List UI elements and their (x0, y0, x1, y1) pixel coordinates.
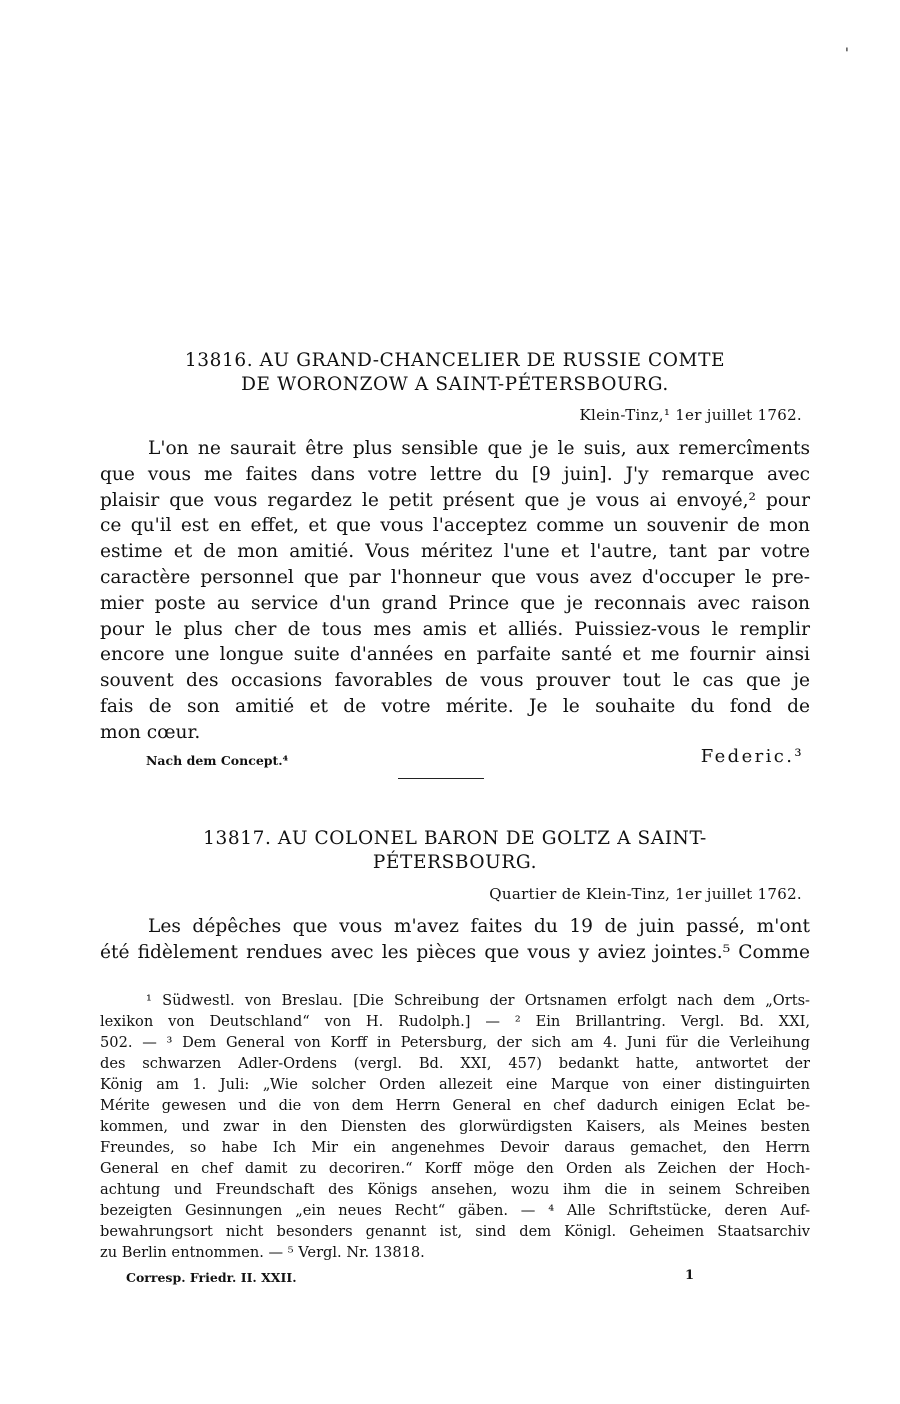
letter1-heading-line1: 13816. AU GRAND-CHANCELIER DE RUSSIE COMTE (184, 350, 726, 371)
letter1-heading (100, 349, 810, 397)
letter2-line: Les dépêches que vous m'avez faites du 19 de juin passé, m'ont (148, 916, 810, 937)
letter1-heading-line2: DE WORONZOW A SAINT-PÉTERSBOURG. (241, 374, 669, 395)
letter1-line: estime et de mon amitié. Vous méritez l'une et l'autre, tant par votre (100, 541, 810, 563)
footnote-line: Mérite gewesen und die von dem Herrn General en chef dadurch einigen Eclat be- (100, 1097, 810, 1114)
letter1-line: mier poste au service d'un grand Prince que je reconnais avec raison (100, 592, 810, 614)
letter1-line: L'on ne saurait être plus sensible que je le suis, aux remercîments (148, 438, 810, 459)
footnote-line: des schwarzen Adler-Ordens (vergl. Bd. XXI, 457) bedankt hatte, antwortet der (100, 1055, 810, 1072)
footnote-line: General en chef damit zu decoriren.“ Korff möge den Orden als Zeichen der Hoch- (100, 1160, 810, 1177)
letter1-line: mon cœur. (100, 721, 201, 743)
footnote-line: Freundes, so habe Ich Mir ein angenehmes Devoir daraus gemachet, den Herrn (100, 1139, 810, 1156)
letter1-line: fais de son amitié et de votre mérite. Je le souhaite du fond de (100, 695, 810, 717)
stray-mark: ' (845, 46, 849, 62)
footnote-line: zu Berlin entnommen. — ⁵ Vergl. Nr. 13818. (100, 1244, 425, 1261)
letter1-line: ce qu'il est en effet, et que vous l'acceptez comme un souvenir de mon (100, 515, 810, 537)
footnote-line: König am 1. Juli: „Wie solcher Orden allezeit eine Marque von einer distinguirten (100, 1076, 810, 1093)
footnote-line: kommen, und zwar in den Diensten des glorwürdigsten Kaisers, als Meines besten (100, 1118, 810, 1135)
letter1-place-date: Klein-Tinz,¹ 1er juillet 1762. (579, 406, 802, 424)
letter2-body (100, 914, 810, 966)
letter1-body (100, 436, 810, 746)
footnote-line: lexikon von Deutschland“ von H. Rudolph.] — ² Ein Brillantring. Vergl. Bd. XXI, (100, 1013, 810, 1030)
letter1-line: que vous me faites dans votre lettre du [9 juin]. J'y remarque avec (100, 463, 810, 485)
page-footer-signature-mark: 1 (685, 1268, 695, 1283)
footnote-line: bewahrungsort nicht besonders genannt ist, sind dem Königl. Geheimen Staatsarchiv (100, 1223, 810, 1240)
letter2-line: été fidèlement rendues avec les pièces que vous y aviez jointes.⁵ Comme (100, 941, 810, 963)
letter2-heading-line1: 13817. AU COLONEL BARON DE GOLTZ A SAINT- (203, 828, 707, 849)
letter2-heading (100, 827, 810, 875)
letter1-line: caractère personnel que par l'honneur que vous avez d'occuper le pre- (100, 566, 810, 588)
letter1-line: encore une longue suite d'années en parfaite santé et me fournir ainsi (100, 644, 810, 666)
footnote-line: bezeigten Gesinnungen „ein neues Recht“ gäben. — ⁴ Alle Schriftstücke, deren Auf- (100, 1202, 810, 1219)
section-divider (398, 778, 484, 779)
letter1-line: plaisir que vous regardez le petit présent que je vous ai envoyé,² pour (100, 489, 810, 511)
letter1-line: pour le plus cher de tous mes amis et alliés. Puissiez-vous le remplir (100, 618, 810, 640)
letter2-place-date: Quartier de Klein-Tinz, 1er juillet 1762. (489, 885, 802, 903)
letter1-signature: Federic.³ (700, 746, 804, 767)
footnote-line: 502. — ³ Dem General von Korff in Petersburg, der sich am 4. Juni für die Verleihung (100, 1034, 810, 1051)
letter2-heading-line2: PÉTERSBOURG. (372, 852, 538, 873)
footnote-line: ¹ Südwestl. von Breslau. [Die Schreibung der Ortsnamen erfolgt nach dem „Orts- (146, 992, 810, 1009)
footnotes (100, 990, 810, 1263)
letter1-source-note: Nach dem Concept.⁴ (146, 753, 289, 768)
page-footer-source: Corresp. Friedr. II. XXII. (126, 1270, 297, 1285)
letter1-line: souvent des occasions favorables de vous prouver tout le cas que je (100, 670, 810, 692)
footnote-line: achtung und Freundschaft des Königs ansehen, wozu ihm die in seinem Schreiben (100, 1181, 810, 1198)
